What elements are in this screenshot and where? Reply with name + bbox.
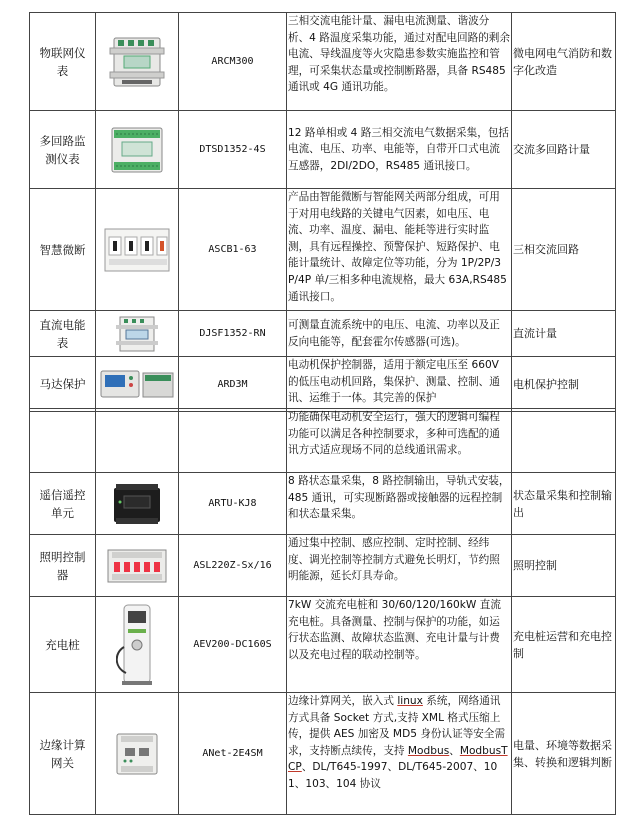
product-model: DTSD1352-4S [179, 111, 287, 189]
product-application: 三相交流回路 [512, 189, 616, 311]
product-model: DJSF1352-RN [179, 311, 287, 357]
product-description: 产品由智能微断与智能网关两部分组成，可用于对用电线路的关键电气因素，如电压、电流、功率、温度、漏电、能耗等进行实时监测，具有远程操控、预警保护、短路保护、电能计量统计、故障定位等功能，分为 1P/2P/3P/4P 单/三相多种电流规格，最大 63A,RS485 通讯接口。 [287, 189, 512, 311]
desc-part: 、 [449, 744, 460, 757]
product-image [96, 597, 179, 693]
table-row [30, 111, 616, 189]
product-model: ASL220Z-Sx/16 [179, 535, 287, 597]
product-name [30, 409, 96, 473]
product-name: 物联网仪表 [30, 13, 96, 111]
product-description: 功能确保电动机安全运行，强大的逻辑可编程功能可以满足各种控制要求，多种可选配的通讯方式适应现场不同的总线通讯需求。 [287, 409, 512, 473]
product-application: 交流多回路计量 [512, 111, 616, 189]
desc-part: 系统，网络通讯方式具备 Socket 方式,支持 XML 格式压缩上传，提供 AES 加密及 MD5 身份认证等安全需求，支持断点续传，支持 [288, 695, 506, 757]
desc-part-underlined: linux [397, 695, 423, 707]
product-name: 照明控制器 [30, 535, 96, 597]
product-description: 12 路单相或 4 路三相交流电气数据采集，包括电流、电压、功率、电能等，自带开口式电流互感器，2DI/2DO，RS485 通讯接口。 [287, 111, 512, 189]
table-row [30, 597, 616, 693]
edge-gateway-icon [111, 728, 163, 780]
lighting-controller-icon [106, 546, 168, 586]
product-image [96, 13, 179, 111]
desc-part-underlined: ModbusTCP [288, 744, 508, 774]
product-image [96, 357, 179, 412]
table-row [30, 409, 616, 473]
product-description [287, 693, 512, 815]
dc-meter-icon [112, 315, 162, 353]
product-model: ARCM300 [179, 13, 287, 111]
product-description: 7kW 交流充电桩和 30/60/120/160kW 直流充电桩。具备测量、控制与保护的功能，如运行状态监测、故障状态监测、充电计量与计费以及充电过程的联动控制等。 [287, 597, 512, 693]
product-application: 直流计量 [512, 311, 616, 357]
product-name: 边缘计算网关 [30, 693, 96, 815]
product-image [96, 473, 179, 535]
multi-circuit-meter-icon [106, 122, 168, 178]
table-row [30, 473, 616, 535]
product-name: 智慧微断 [30, 189, 96, 311]
product-application: 充电桩运营和充电控制 [512, 597, 616, 693]
product-model: ARTU-KJ8 [179, 473, 287, 535]
remote-io-unit-icon [110, 482, 164, 526]
product-description: 通过集中控制、感应控制、定时控制、经纬度、调光控制等控制方式避免长明灯，节约照明能源，延长灯具寿命。 [287, 535, 512, 597]
table-row [30, 189, 616, 311]
product-description: 8 路状态量采集，8 路控制输出，导轨式安装，485 通讯，可实现断路器或接触器的远程控制和状态量采集。 [287, 473, 512, 535]
product-model: ARD3M [179, 357, 287, 412]
desc-part: 边缘计算网关，嵌入式 [288, 695, 398, 707]
product-model: ASCB1-63 [179, 189, 287, 311]
desc-part: 、DL/T645-1997、DL/T645-2007、101、103、104 协议 [288, 761, 498, 790]
product-image [96, 409, 179, 473]
table-row [30, 357, 616, 412]
product-application: 电机保护控制 [512, 357, 616, 412]
product-name: 遥信遥控单元 [30, 473, 96, 535]
product-image [96, 111, 179, 189]
product-name: 多回路监测仪表 [30, 111, 96, 189]
product-application: 状态量采集和控制输出 [512, 473, 616, 535]
desc-part-underlined: Modbus [407, 744, 450, 757]
product-image [96, 311, 179, 357]
product-description: 可测量直流系统中的电压、电流、功率以及正反向电能等，配套霍尔传感器(可选)。 [287, 311, 512, 357]
product-model: AEV200-DC160S [179, 597, 287, 693]
product-image [96, 535, 179, 597]
product-application [512, 409, 616, 473]
product-image [96, 189, 179, 311]
product-name: 马达保护 [30, 357, 96, 412]
product-description: 电动机保护控制器，适用于额定电压至 660V 的低压电动机回路，集保护、测量、控制、通讯、运维于一体。其完善的保护 [287, 357, 512, 412]
product-image [96, 693, 179, 815]
product-table-top [29, 12, 616, 412]
table-row [30, 535, 616, 597]
product-application: 照明控制 [512, 535, 616, 597]
product-application: 微电网电气消防和数字化改造 [512, 13, 616, 111]
din-rail-meter-icon [106, 32, 168, 92]
smart-breaker-icon [103, 223, 171, 277]
table-row [30, 311, 616, 357]
motor-protector-icon [99, 367, 175, 401]
product-model: ANet-2E4SM [179, 693, 287, 815]
product-model [179, 409, 287, 473]
table-row [30, 693, 616, 815]
table-row [30, 13, 616, 111]
product-name: 直流电能表 [30, 311, 96, 357]
product-name: 充电桩 [30, 597, 96, 693]
product-table-bottom [29, 408, 616, 815]
product-description: 三相交流电能计量、漏电电流测量、谐波分析、4 路温度采集功能，通过对配电回路的剩余电流、导线温度等火灾隐患参数实施监控和管理，可采集状态量或控制断路器，具备 RS485 通讯或 4G 通讯功能。 [287, 13, 512, 111]
product-application: 电量、环境等数据采集、转换和逻辑判断 [512, 693, 616, 815]
ev-charger-icon [116, 603, 158, 687]
